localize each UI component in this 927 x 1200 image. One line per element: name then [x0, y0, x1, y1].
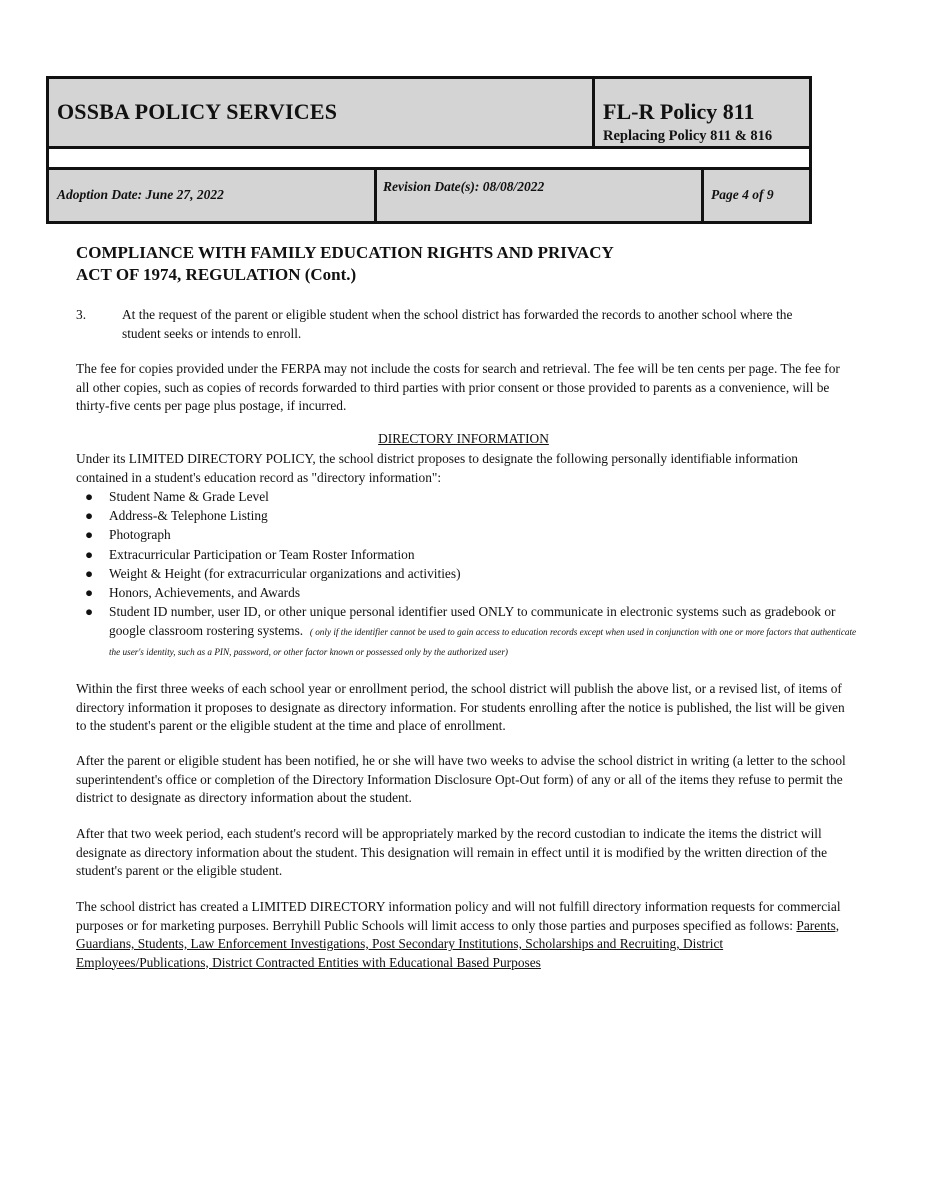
list-item: ● Extracurricular Participation or Team Roster Information [76, 545, 866, 564]
header-divider [374, 167, 377, 224]
policy-header-box [46, 76, 812, 224]
directory-list [76, 487, 866, 660]
org-name: OSSBA POLICY SERVICES [57, 99, 338, 124]
page-number: Page 4 of 9 [711, 187, 774, 202]
list-item: ● Address-& Telephone Listing [76, 506, 866, 525]
list-item [76, 602, 866, 660]
adoption-date: Adoption Date: June 27, 2022 [57, 187, 224, 202]
header-divider [592, 79, 595, 146]
list-item: ● Weight & Height (for extracurricular organizations and activities) [76, 564, 866, 583]
authorized-parties: Parents, Guardians, Students, Law Enforcement Investigations, Post Secondary Institutions, Scholarships and Recruiting, District Employees/Publications, District Contracted Entities with Educational Based Purposes [76, 917, 840, 970]
bullet-icon: ● [85, 604, 94, 620]
bullet-icon: ● [85, 546, 94, 562]
policy-replacing: Replacing Policy 811 & 816 [603, 128, 773, 144]
item-text: At the request of the parent or eligible student when the school district has forwarded the records to another school where the student seeks or intends to enroll. [122, 307, 793, 341]
bullet-icon: ● [85, 489, 94, 504]
revision-date: Revision Date(s): 08/08/2022 [383, 179, 545, 194]
title-line: ACT OF 1974, REGULATION (Cont.) [76, 265, 357, 284]
bullet-icon: ● [85, 565, 94, 581]
limited-paragraph [76, 898, 851, 972]
document-title [76, 242, 776, 286]
period-paragraph: After that two week period, each student's record will be appropriately marked by the record custodian to indicate the items the district will designate as directory information about the student. This designation will remain in effect until it is modified by the written direction of the student's parent or the eligible student. [76, 826, 828, 878]
limited-text: The school district has created a LIMITED DIRECTORY information policy and will not fulfill directory information requests for commercial purposes or for marketing purposes. Berryhill Public Schools will limit access to only those parties and purposes specified as follows: [76, 899, 841, 933]
section-heading: DIRECTORY INFORMATION [378, 431, 549, 446]
list-item-note: ( only if the identifier cannot be used to gain access to education records except when used in conjunction with one or more factors that authenticate the user's identity, such as a PIN, password, or other factor known or possessed only by the authorized user) [109, 627, 857, 657]
list-item: ● Student Name & Grade Level [76, 487, 866, 506]
header-divider [701, 167, 704, 224]
policy-code: FL-R Policy 811 [603, 99, 755, 124]
notify-paragraph: After the parent or eligible student has been notified, he or she will have two weeks to advise the school district in writing (a letter to the school superintendent's office or completion of the Directory Information Disclosure Opt-Out form) of any or all of the items they refuse to permit the district to designate as directory information about the student. [76, 753, 846, 805]
bullet-icon: ● [85, 585, 94, 601]
list-item: ● Honors, Achievements, and Awards [76, 583, 866, 602]
fee-paragraph: The fee for copies provided under the FERPA may not include the costs for search and retrieval. The fee will be ten cents per page. The fee for all other copies, such as copies of records forwarded to third parties with prior consent or those provided to parents as a convenience, will be thirty-five cents per page plus postage, if incurred. [76, 361, 840, 413]
directory-intro: Under its LIMITED DIRECTORY POLICY, the school district proposes to designate the following personally identifiable information contained in a student's education record as "directory information": [76, 451, 798, 485]
item-number: 3. [76, 307, 87, 322]
title-line: COMPLIANCE WITH FAMILY EDUCATION RIGHTS AND PRIVACY [76, 243, 614, 262]
bullet-icon: ● [85, 527, 94, 543]
list-item: ● Photograph [76, 525, 866, 544]
header-rule [49, 167, 809, 170]
publish-paragraph: Within the first three weeks of each school year or enrollment period, the school district will publish the above list, or a revised list, of items of directory information it proposes to designate as directory information. For students enrolling after the notice is published, the list will be given to the student's parent or the eligible student at the time and place of enrollment. [76, 681, 845, 733]
list-item-main: Student ID number, user ID, or other unique personal identifier used ONLY to communicate in electronic systems such as gradebook or google classroom rostering systems. [109, 604, 836, 639]
header-blank-row [49, 149, 809, 167]
bullet-icon: ● [85, 508, 94, 524]
